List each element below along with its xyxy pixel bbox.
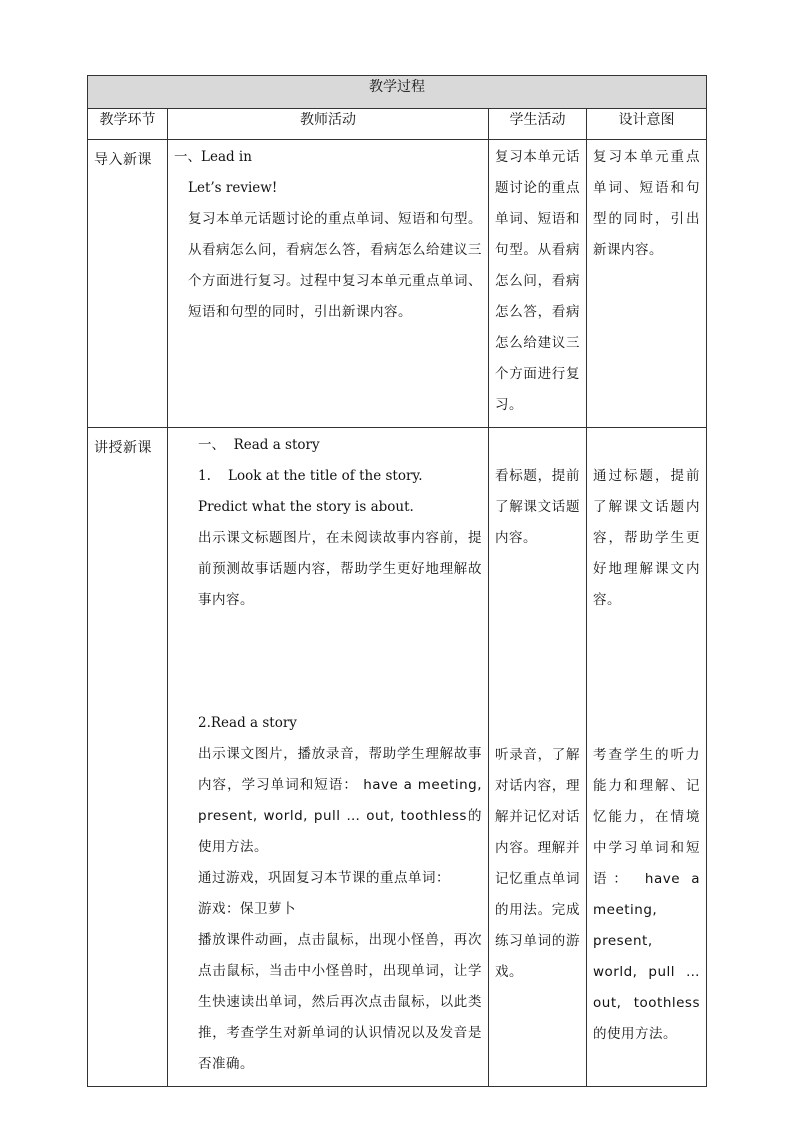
- design-intent-cell: 复习本单元重点单词、短语和句型的同时，引出新课内容。: [587, 140, 707, 428]
- design-intent-cell: [587, 428, 707, 1087]
- table-row: [88, 140, 707, 428]
- header-teacher-activity: 教师活动: [168, 109, 489, 140]
- student-activity-cell: 复习本单元话题讨论的重点单词、短语和句型。从看病怎么问，看病怎么答，看病怎么给建议三个方面进行复习。: [489, 140, 587, 428]
- step-heading: 2.Read a story: [198, 715, 297, 731]
- teacher-line: 通过游戏，巩固复习本节课的重点单词：: [198, 870, 450, 886]
- teacher-paragraph: 出示课文图片，播放录音，帮助学生理解故事内容，学习单词和短语： have a meeting, present, world, pull … out, toothless的使用方法。: [198, 746, 482, 855]
- design-intent-text: 通过标题，提前了解课文话题内容，帮助学生更好地理解课文内容。: [593, 468, 700, 608]
- teacher-paragraph: 出示课文标题图片，在未阅读故事内容前，提前预测故事话题内容，帮助学生更好地理解故事内容。: [198, 530, 482, 608]
- header-student-activity: 学生活动: [489, 109, 587, 140]
- design-intent-text: 考查学生的听力能力和理解、记忆能力，在情境中学习单词和短语： have a meeting, present, world, pull … out, toothless 的使用方法。: [593, 747, 700, 1042]
- teacher-line: 游戏：保卫萝卜: [198, 901, 296, 917]
- spacer: [174, 616, 482, 708]
- teacher-line: Predict what the story is about.: [198, 499, 414, 515]
- header-stage: 教学环节: [88, 109, 168, 140]
- student-activity-text: 听录音，了解对话内容，理解并记忆对话内容。理解并记忆重点单词的用法。完成练习单词的游戏。: [495, 747, 580, 980]
- section-heading: 一、 Read a story: [198, 437, 320, 453]
- student-activity-cell: [489, 428, 587, 1087]
- header-design-intent: 设计意图: [587, 109, 707, 140]
- header-row: [88, 109, 707, 140]
- teacher-paragraph: 播放课件动画，点击鼠标，出现小怪兽，再次点击鼠标，当击中小怪兽时，出现单词，让学生快速读出单词，然后再次点击鼠标，以此类推，考查学生对新单词的认识情况以及发音是否准确。: [198, 932, 482, 1072]
- teacher-line: Let’s review!: [188, 180, 278, 196]
- teacher-activity-cell: [168, 428, 489, 1087]
- table-title: 教学过程: [88, 76, 707, 109]
- stage-cell: 导入新课: [88, 140, 168, 428]
- step-heading: 1. Look at the title of the story.: [198, 468, 423, 484]
- table-title-row: [88, 76, 707, 109]
- student-activity-text: 看标题，提前了解课文话题内容。: [495, 468, 580, 546]
- stage-cell: 讲授新课: [88, 428, 168, 1087]
- table-row: [88, 428, 707, 1087]
- teacher-activity-cell: [168, 140, 489, 428]
- section-heading: 一、Lead in: [174, 149, 252, 165]
- teacher-paragraph: 复习本单元话题讨论的重点单词、短语和句型。从看病怎么问，看病怎么答，看病怎么给建议三个方面进行复习。过程中复习本单元重点单词、短语和句型的同时，引出新课内容。: [188, 211, 482, 320]
- teaching-process-table: [87, 75, 707, 1087]
